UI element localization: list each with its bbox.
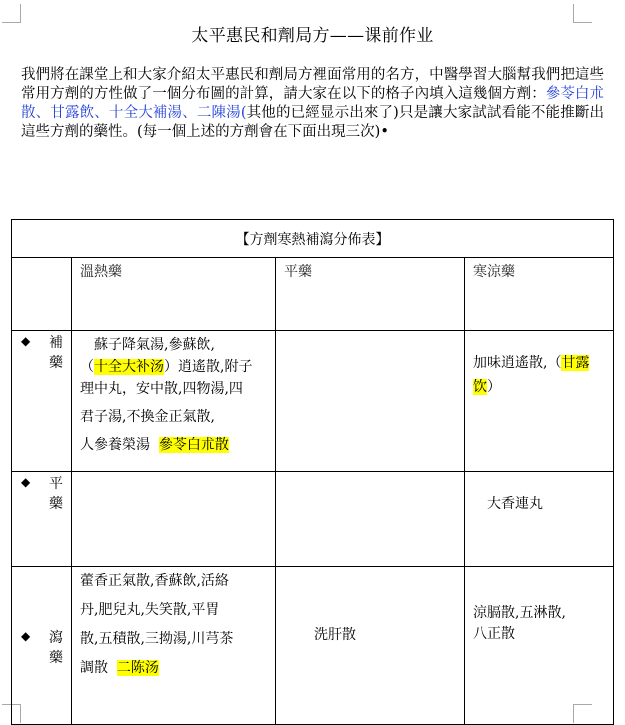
cell-line: 蘇子降氣湯,參蘇飲, [94, 337, 215, 353]
highlighted-formula: 饮 [473, 379, 487, 395]
diamond-bullet: ◆ [21, 629, 31, 643]
cell-purge-cold [465, 567, 614, 725]
row-header-neutral [12, 472, 72, 567]
cell-line: 洗肝散 [314, 627, 356, 643]
table-caption: 【方劑寒熱補瀉分佈表】 [12, 220, 614, 258]
cell-line: 君子湯,不換金正氣散, [80, 409, 215, 425]
highlighted-formula: 十全大补汤 [94, 359, 164, 375]
highlighted-formula: 二陈汤 [116, 660, 159, 676]
col-header-warm: 溫熱藥 [72, 258, 276, 331]
cell-purge-neutral [276, 567, 465, 725]
col-header-neutral: 平藥 [276, 258, 465, 331]
cell-neutral-warm [72, 472, 276, 567]
row-header-purge [12, 567, 72, 725]
distribution-table [11, 219, 614, 725]
row-header-tonify [12, 331, 72, 472]
cell-tonify-cold: 加味逍遙散,（甘露 饮） [465, 331, 614, 472]
cell-neutral-neutral [276, 472, 465, 567]
cell-line: 調散 二陈汤 [80, 660, 159, 676]
cell-line: 藿香正氣散,香蘇飲,活絡 [80, 573, 229, 589]
end-mark: • [380, 124, 389, 140]
cell-line: 丹,肥兒丸,失笑散,平胃 [80, 602, 220, 618]
cell-line: 理中丸，安中散,四物湯,四 [80, 381, 243, 397]
row-label-tonify: 補藥 [49, 335, 63, 371]
cell-line: 人參養榮湯 參苓白朮散 [80, 437, 229, 453]
cell-neutral-cold [465, 472, 614, 567]
col-header-cold: 寒涼藥 [465, 258, 614, 331]
intro-paragraph [21, 66, 604, 142]
cell-line: 涼膈散,五淋散, [473, 605, 566, 621]
cell-line: 八正散 [473, 626, 515, 642]
cell-tonify-warm [72, 331, 276, 472]
intro-text-part2: 其他的已經显示出來了)只是讓大家試試看能不能推斷出這些方劑的藥性。(每一個上述的方劑會在下面出現三次) [21, 105, 605, 140]
corner-cell [12, 258, 72, 331]
cell-line: 散,五積散,三拗湯,川芎茶 [80, 631, 234, 647]
highlighted-formula: 參苓白朮散 [158, 437, 229, 453]
cell-purge-warm [72, 567, 276, 725]
intro-text-part1: 我們將在課堂上和大家介紹太平惠民和劑局方裡面常用的名方，中醫學習大腦幫我們把這些常用方劑的方性做了一個分布圖的計算，請大家在以下的格子內填入這幾個方劑： [21, 67, 604, 102]
diamond-bullet: ◆ [21, 334, 31, 348]
cell-line: （十全大补汤）逍遙散,附子 [80, 359, 253, 375]
cell-line: 大香連丸 [487, 496, 543, 512]
cell-tonify-neutral [276, 331, 465, 472]
highlighted-formula: 甘露 [561, 355, 590, 371]
row-label-purge: 瀉藥 [49, 630, 63, 666]
formula-list: 參苓白朮散、甘露飲、十全大補湯、二陳湯( [21, 86, 605, 121]
row-label-neutral: 平藥 [49, 476, 63, 512]
diamond-bullet: ◆ [21, 475, 31, 489]
page-title: 太平惠民和劑局方——课前作业 [191, 26, 434, 46]
